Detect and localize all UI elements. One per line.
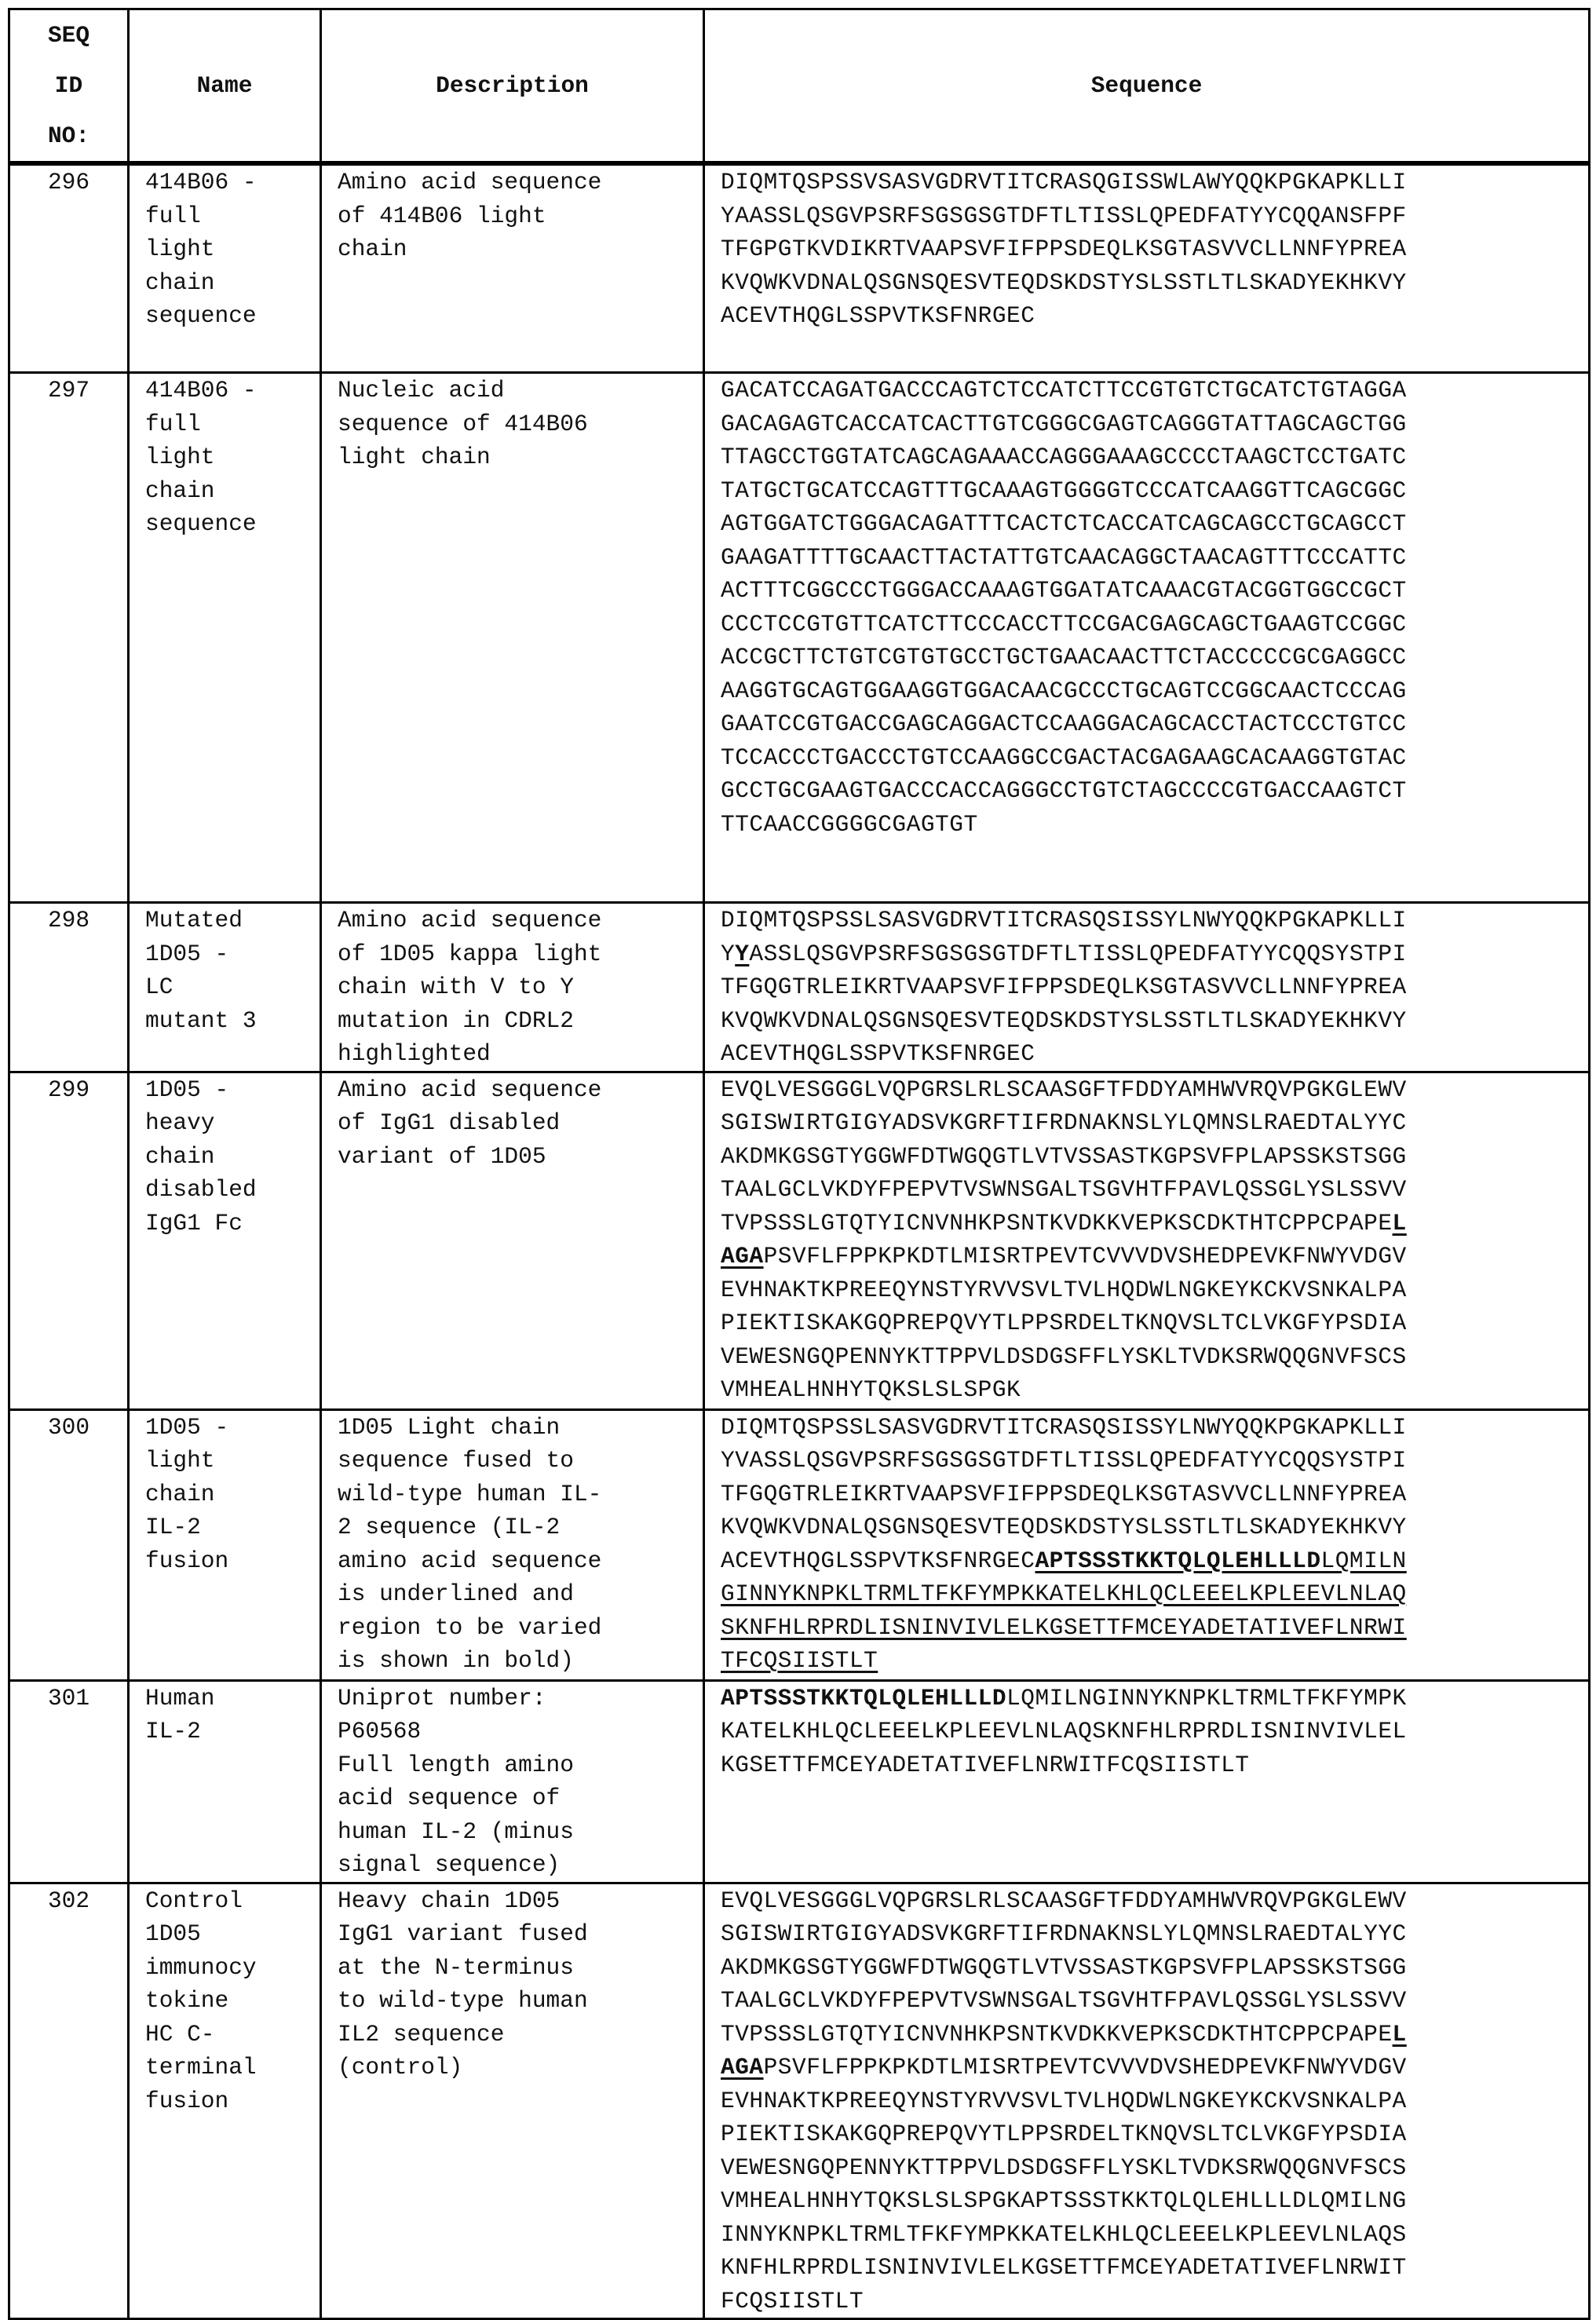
sequence-segment: EVHNAKTKPREEQYNSTYRVVSVLTVLHQDWLNGKEYKCKVSNKALPA — [721, 2087, 1407, 2114]
table-row — [9, 1409, 1590, 1680]
sequence-segment: CCCTCCGTGTTCATCTTCCCACCTTCCGACGAGCAGCTGAAGTCCGGC — [721, 610, 1407, 638]
description-cell: Nucleic acid sequence of 414B06 light chain — [321, 373, 704, 903]
sequence-line — [721, 1511, 1572, 1544]
name-cell: Mutated 1D05 - LC mutant 3 — [129, 903, 321, 1072]
sequence-segment: TATGCTGCATCCAGTTTGCAAAGTGGGGTCCCATCAAGGTTCAGCGGC — [721, 477, 1407, 504]
sequence-line — [721, 608, 1572, 641]
name-cell: 414B06 - full light chain sequence — [129, 163, 321, 373]
sequence-segment: AAGGTGCAGTGGAAGGTGGACAACGCCCTGCAGTCCGGCAACTCCCAG — [721, 677, 1407, 704]
name-cell: 1D05 - heavy chain disabled IgG1 Fc — [129, 1072, 321, 1409]
sequence-segment: TVPSSSLGTQTYICNVNHKPSNTKVDKKVEPKSCDKTHTCPPCPAPE — [721, 1209, 1393, 1237]
sequence-line — [721, 374, 1572, 407]
sequence-line — [721, 232, 1572, 266]
sequence-segment: ACEVTHQGLSSPVTKSFNRGEC — [721, 302, 1035, 329]
sequence-line — [721, 1544, 1572, 1578]
sequence-segment: KVQWKVDNALQSGNSQESVTEQDSKDSTYSLSSTLTLSKADYEKHKVY — [721, 1007, 1407, 1034]
sequence-segment: DIQMTQSPSSLSASVGDRVTITCRASQSISSYLNWYQQKPGKAPKLLI — [721, 1413, 1407, 1441]
sequence-line — [721, 1411, 1572, 1445]
sequence-segment: PSVFLFPPKPKDTLMISRTPEVTCVVVDVSHEDPEVKFNWYVDGV — [763, 1243, 1407, 1270]
sequence-line — [721, 1444, 1572, 1478]
sequence-line — [721, 299, 1572, 333]
sequence-line — [721, 1037, 1572, 1071]
sequence-segment: KATELKHLQCLEEELKPLEEVLNLAQSKNFHLRPRDLISNINVIVLEL — [721, 1718, 1407, 1745]
sequence-segment: DIQMTQSPSSLSASVGDRVTITCRASQSISSYLNWYQQKPGKAPKLLI — [721, 907, 1407, 933]
sequence-segment: DIQMTQSPSSVSASVGDRVTITCRASQGISSWLAWYQQKPGKAPKLLI — [721, 169, 1407, 195]
sequence-line — [721, 199, 1572, 233]
sequence-segment: GACAGAGTCACCATCACTTGTCGGGCGAGTCAGGGTATTAGCAGCTGG — [721, 410, 1407, 437]
sequence-cell — [704, 1883, 1590, 2319]
highlighted-residues: AGA — [721, 1243, 764, 1270]
sequence-table — [8, 8, 1591, 2320]
sequence-line — [721, 774, 1572, 808]
name-cell: Control 1D05 immunocy tokine HC C- terminal fusion — [129, 1883, 321, 2319]
sequence-line — [721, 808, 1572, 842]
sequence-line — [721, 1207, 1572, 1240]
sequence-line — [721, 507, 1572, 541]
seq-id-cell: 299 — [9, 1072, 129, 1409]
sequence-line — [721, 440, 1572, 474]
highlighted-residues: L — [1392, 1209, 1407, 1237]
sequence-segment: ACEVTHQGLSSPVTKSFNRGEC — [721, 1040, 1035, 1067]
header-sequence: Sequence — [704, 9, 1590, 164]
sequence-segment: VMHEALHNHYTQKSLSLSPGK — [721, 1376, 1021, 1403]
sequence-cell — [704, 1680, 1590, 1883]
sequence-line — [721, 970, 1572, 1004]
sequence-cell — [704, 1072, 1590, 1409]
highlighted-residues: APTSSSTKKTQLQLEHLLLD — [1035, 1547, 1321, 1574]
table-row — [9, 1883, 1590, 2319]
underlined-residues: SKNFHLRPRDLISNINVIVLELKGSETTFMCEYADETATIVEFLNRWI — [721, 1613, 1407, 1641]
header-description: Description — [321, 9, 704, 164]
table-row — [9, 1680, 1590, 1883]
sequence-line — [721, 2184, 1572, 2218]
sequence-segment: ACCGCTTCTGTCGTGTGCCTGCTGAACAACTTCTACCCCCGCGAGGCC — [721, 644, 1407, 670]
seq-id-cell: 300 — [9, 1409, 129, 1680]
table-header-row — [9, 9, 1590, 164]
underlined-residues: GINNYKNPKLTRMLTFKFYMPKKATELKHLQCLEEELKPLEEVLNLAQ — [721, 1580, 1407, 1607]
sequence-segment: VMHEALHNHYTQKSLSLSPGKAPTSSSTKKTQLQLEHLLLDLQMILNG — [721, 2187, 1407, 2214]
seq-id-cell: 296 — [9, 163, 129, 373]
sequence-segment: VEWESNGQPENNYKTTPPVLDSDGSFFLYSKLTVDKSRWQQGNVFSCS — [721, 2154, 1407, 2181]
highlighted-residues: APTSSSTKKTQLQLEHLLLD — [721, 1684, 1007, 1712]
sequence-segment: PIEKTISKAKGQPREPQVYTLPPSRDELTKNQVSLTCLVKGFYPSDIA — [721, 2121, 1407, 2147]
sequence-segment: GACATCCAGATGACCCAGTCTCCATCTTCCGTGTCTGCATCTGTAGGA — [721, 377, 1407, 404]
sequence-line — [721, 707, 1572, 741]
sequence-segment: AKDMKGSGTYGGWFDTWGQGTLVTVSSASTKGPSVFPLAPSSKSTSGG — [721, 1953, 1407, 1981]
sequence-segment: TVPSSSLGTQTYICNVNHKPSNTKVDKKVEPKSCDKTHTCPPCPAPE — [721, 2020, 1393, 2048]
sequence-line — [721, 1478, 1572, 1511]
sequence-cell — [704, 903, 1590, 1072]
description-cell: Amino acid sequence of 1D05 kappa light chain with V to Y mutation in CDRL2 highlighted — [321, 903, 704, 1072]
sequence-segment: FCQSIISTLT — [721, 2287, 864, 2315]
sequence-segment: SGISWIRTGIGYADSVKGRFTIFRDNAKNSLYLQMNSLRAEDTALYYC — [721, 1920, 1407, 1947]
seq-id-cell: 301 — [9, 1680, 129, 1883]
description-cell: Heavy chain 1D05 IgG1 variant fused at the N-terminus to wild-type human IL2 sequence (control) — [321, 1883, 704, 2319]
sequence-segment: GCCTGCGAAGTGACCCACCAGGGCCTGTCTAGCCCCGTGACCAAGTCT — [721, 777, 1407, 804]
sequence-segment: KVQWKVDNALQSGNSQESVTEQDSKDSTYSLSSTLTLSKADYEKHKVY — [721, 269, 1407, 296]
sequence-line — [721, 1715, 1572, 1748]
table-row — [9, 163, 1590, 373]
table-row — [9, 903, 1590, 1072]
sequence-line — [721, 1306, 1572, 1340]
sequence-segment: ASSLQSGVPSRFSGSGSGTDFTLTISSLQPEDFATYYCQQSYSTPI — [749, 940, 1407, 967]
highlighted-residues: AGA — [721, 2054, 764, 2081]
sequence-segment: ACTTTCGGCCCTGGGACCAAAGTGGATATCAAACGTACGGTGGCCGCT — [721, 577, 1407, 604]
description-cell: Uniprot number: P60568 Full length amino acid sequence of human IL-2 (minus signal sequence) — [321, 1680, 704, 1883]
sequence-segment: EVQLVESGGGLVQPGRSLRLSCAASGFTFDDYAMHWVRQVPGKGLEWV — [721, 1887, 1407, 1914]
sequence-cell — [704, 373, 1590, 903]
sequence-cell — [704, 163, 1590, 373]
sequence-line — [721, 674, 1572, 708]
sequence-segment: TTCAACCGGGGCGAGTGT — [721, 810, 978, 838]
sequence-segment: TAALGCLVKDYFPEPVTVSWNSGALTSGVHTFPAVLQSSGLYSLSSVV — [721, 1176, 1407, 1203]
description-cell: Amino acid sequence of 414B06 light chain — [321, 163, 704, 373]
sequence-line — [721, 2084, 1572, 2118]
sequence-segment: TFGQGTRLEIKRTVAAPSVFIFPPSDEQLKSGTASVVCLLNNFYPREA — [721, 974, 1407, 1000]
sequence-line — [721, 904, 1572, 937]
sequence-line — [721, 2285, 1572, 2318]
sequence-line — [721, 741, 1572, 775]
sequence-segment: TAALGCLVKDYFPEPVTVSWNSGALTSGVHTFPAVLQSSGLYSLSSVV — [721, 1987, 1407, 2014]
sequence-line — [721, 2018, 1572, 2051]
sequence-line — [721, 1004, 1572, 1038]
sequence-segment: TCCACCCTGACCCTGTCCAAGGCCGACTACGAGAAGCACAAGGTGTAC — [721, 743, 1407, 771]
sequence-line — [721, 1884, 1572, 1918]
sequence-line — [721, 1173, 1572, 1207]
name-cell: Human IL-2 — [129, 1680, 321, 1883]
sequence-line — [721, 1984, 1572, 2018]
sequence-line — [721, 2251, 1572, 2285]
sequence-line — [721, 266, 1572, 300]
sequence-cell — [704, 1409, 1590, 1680]
sequence-segment: AKDMKGSGTYGGWFDTWGQGTLVTVSSASTKGPSVFPLAPSSKSTSGG — [721, 1142, 1407, 1170]
sequence-line — [721, 2218, 1572, 2252]
sequence-segment: Y — [721, 940, 736, 967]
sequence-segment: YVASSLQSGVPSRFSGSGSGTDFTLTISSLQPEDFATYYCQQSYSTPI — [721, 1447, 1407, 1474]
sequence-line — [721, 1682, 1572, 1715]
sequence-line — [721, 1373, 1572, 1407]
sequence-segment: KNFHLRPRDLISNINVIVLELKGSETTFMCEYADETATIVEFLNRWIT — [721, 2254, 1407, 2281]
sequence-line — [721, 1644, 1572, 1678]
sequence-segment: TFGQGTRLEIKRTVAAPSVFIFPPSDEQLKSGTASVVCLLNNFYPREA — [721, 1480, 1407, 1507]
sequence-line — [721, 1748, 1572, 1782]
sequence-segment: PSVFLFPPKPKDTLMISRTPEVTCVVVDVSHEDPEVKFNWYVDGV — [763, 2054, 1407, 2081]
sequence-line — [721, 1340, 1572, 1374]
document-page — [8, 8, 1588, 2320]
sequence-segment: TTAGCCTGGTATCAGCAGAAACCAGGGAAAGCCCCTAAGCTCCTGATC — [721, 444, 1407, 470]
sequence-segment: SGISWIRTGIGYADSVKGRFTIFRDNAKNSLYLQMNSLRAEDTALYYC — [721, 1109, 1407, 1136]
sequence-line — [721, 474, 1572, 508]
sequence-segment: YAASSLQSGVPSRFSGSGSGTDFTLTISSLQPEDFATYYCQQANSFPF — [721, 202, 1407, 229]
sequence-line — [721, 937, 1572, 971]
sequence-line — [721, 541, 1572, 575]
sequence-segment: INNYKNPKLTRMLTFKFYMPKKATELKHLQCLEEELKPLEEVLNLAQS — [721, 2220, 1407, 2248]
sequence-line — [721, 1240, 1572, 1273]
sequence-segment: TFGPGTKVDIKRTVAAPSVFIFPPSDEQLKSGTASVVCLLNNFYPREA — [721, 236, 1407, 262]
description-cell: Amino acid sequence of IgG1 disabled variant of 1D05 — [321, 1072, 704, 1409]
sequence-segment: AGTGGATCTGGGACAGATTTCACTCTCACCATCAGCAGCCTGCAGCCT — [721, 510, 1407, 537]
underlined-residues: LQMILN — [1320, 1547, 1407, 1574]
table-row — [9, 1072, 1590, 1409]
sequence-line — [721, 1073, 1572, 1107]
sequence-segment: GAAGATTTTGCAACTTACTATTGTCAACAGGCTAACAGTTTCCCATTC — [721, 543, 1407, 571]
sequence-line — [721, 1106, 1572, 1140]
sequence-segment: KGSETTFMCEYADETATIVEFLNRWITFCQSIISTLT — [721, 1751, 1250, 1778]
sequence-line — [721, 1140, 1572, 1174]
sequence-segment: EVQLVESGGGLVQPGRSLRLSCAASGFTFDDYAMHWVRQVPGKGLEWV — [721, 1076, 1407, 1103]
sequence-line — [721, 407, 1572, 441]
sequence-line — [721, 2051, 1572, 2084]
header-seq-id-no: SEQ ID NO: — [9, 9, 129, 164]
sequence-segment: LQMILNGINNYKNPKLTRMLTFKFYMPK — [1006, 1684, 1407, 1712]
sequence-segment: PIEKTISKAKGQPREPQVYTLPPSRDELTKNQVSLTCLVKGFYPSDIA — [721, 1310, 1407, 1336]
sequence-line — [721, 574, 1572, 608]
sequence-segment: VEWESNGQPENNYKTTPPVLDSDGSFFLYSKLTVDKSRWQQGNVFSCS — [721, 1343, 1407, 1370]
underlined-residues: TFCQSIISTLT — [721, 1647, 878, 1674]
table-row — [9, 373, 1590, 903]
highlighted-residues: L — [1392, 2020, 1407, 2048]
sequence-segment: ACEVTHQGLSSPVTKSFNRGEC — [721, 1547, 1035, 1574]
name-cell: 1D05 - light chain IL-2 fusion — [129, 1409, 321, 1680]
sequence-line — [721, 641, 1572, 674]
sequence-segment: KVQWKVDNALQSGNSQESVTEQDSKDSTYSLSSTLTLSKADYEKHKVY — [721, 1514, 1407, 1540]
sequence-line — [721, 1951, 1572, 1985]
header-name: Name — [129, 9, 321, 164]
sequence-line — [721, 1611, 1572, 1645]
name-cell: 414B06 - full light chain sequence — [129, 373, 321, 903]
table-body — [9, 163, 1590, 2319]
sequence-segment: EVHNAKTKPREEQYNSTYRVVSVLTVLHQDWLNGKEYKCKVSNKALPA — [721, 1276, 1407, 1303]
sequence-line — [721, 1273, 1572, 1307]
description-cell: 1D05 Light chain sequence fused to wild-type human IL- 2 sequence (IL-2 amino acid sequence is underlined and region to be varied is shown in bold) — [321, 1409, 704, 1680]
sequence-line — [721, 1917, 1572, 1951]
sequence-line — [721, 1577, 1572, 1611]
seq-id-cell: 297 — [9, 373, 129, 903]
sequence-line — [721, 2117, 1572, 2151]
sequence-line — [721, 166, 1572, 199]
sequence-line — [721, 2151, 1572, 2185]
sequence-segment: GAATCCGTGACCGAGCAGGACTCCAAGGACAGCACCTACTCCCTGTCC — [721, 711, 1407, 737]
seq-id-cell: 298 — [9, 903, 129, 1072]
highlighted-residues: Y — [735, 940, 750, 967]
seq-id-cell: 302 — [9, 1883, 129, 2319]
